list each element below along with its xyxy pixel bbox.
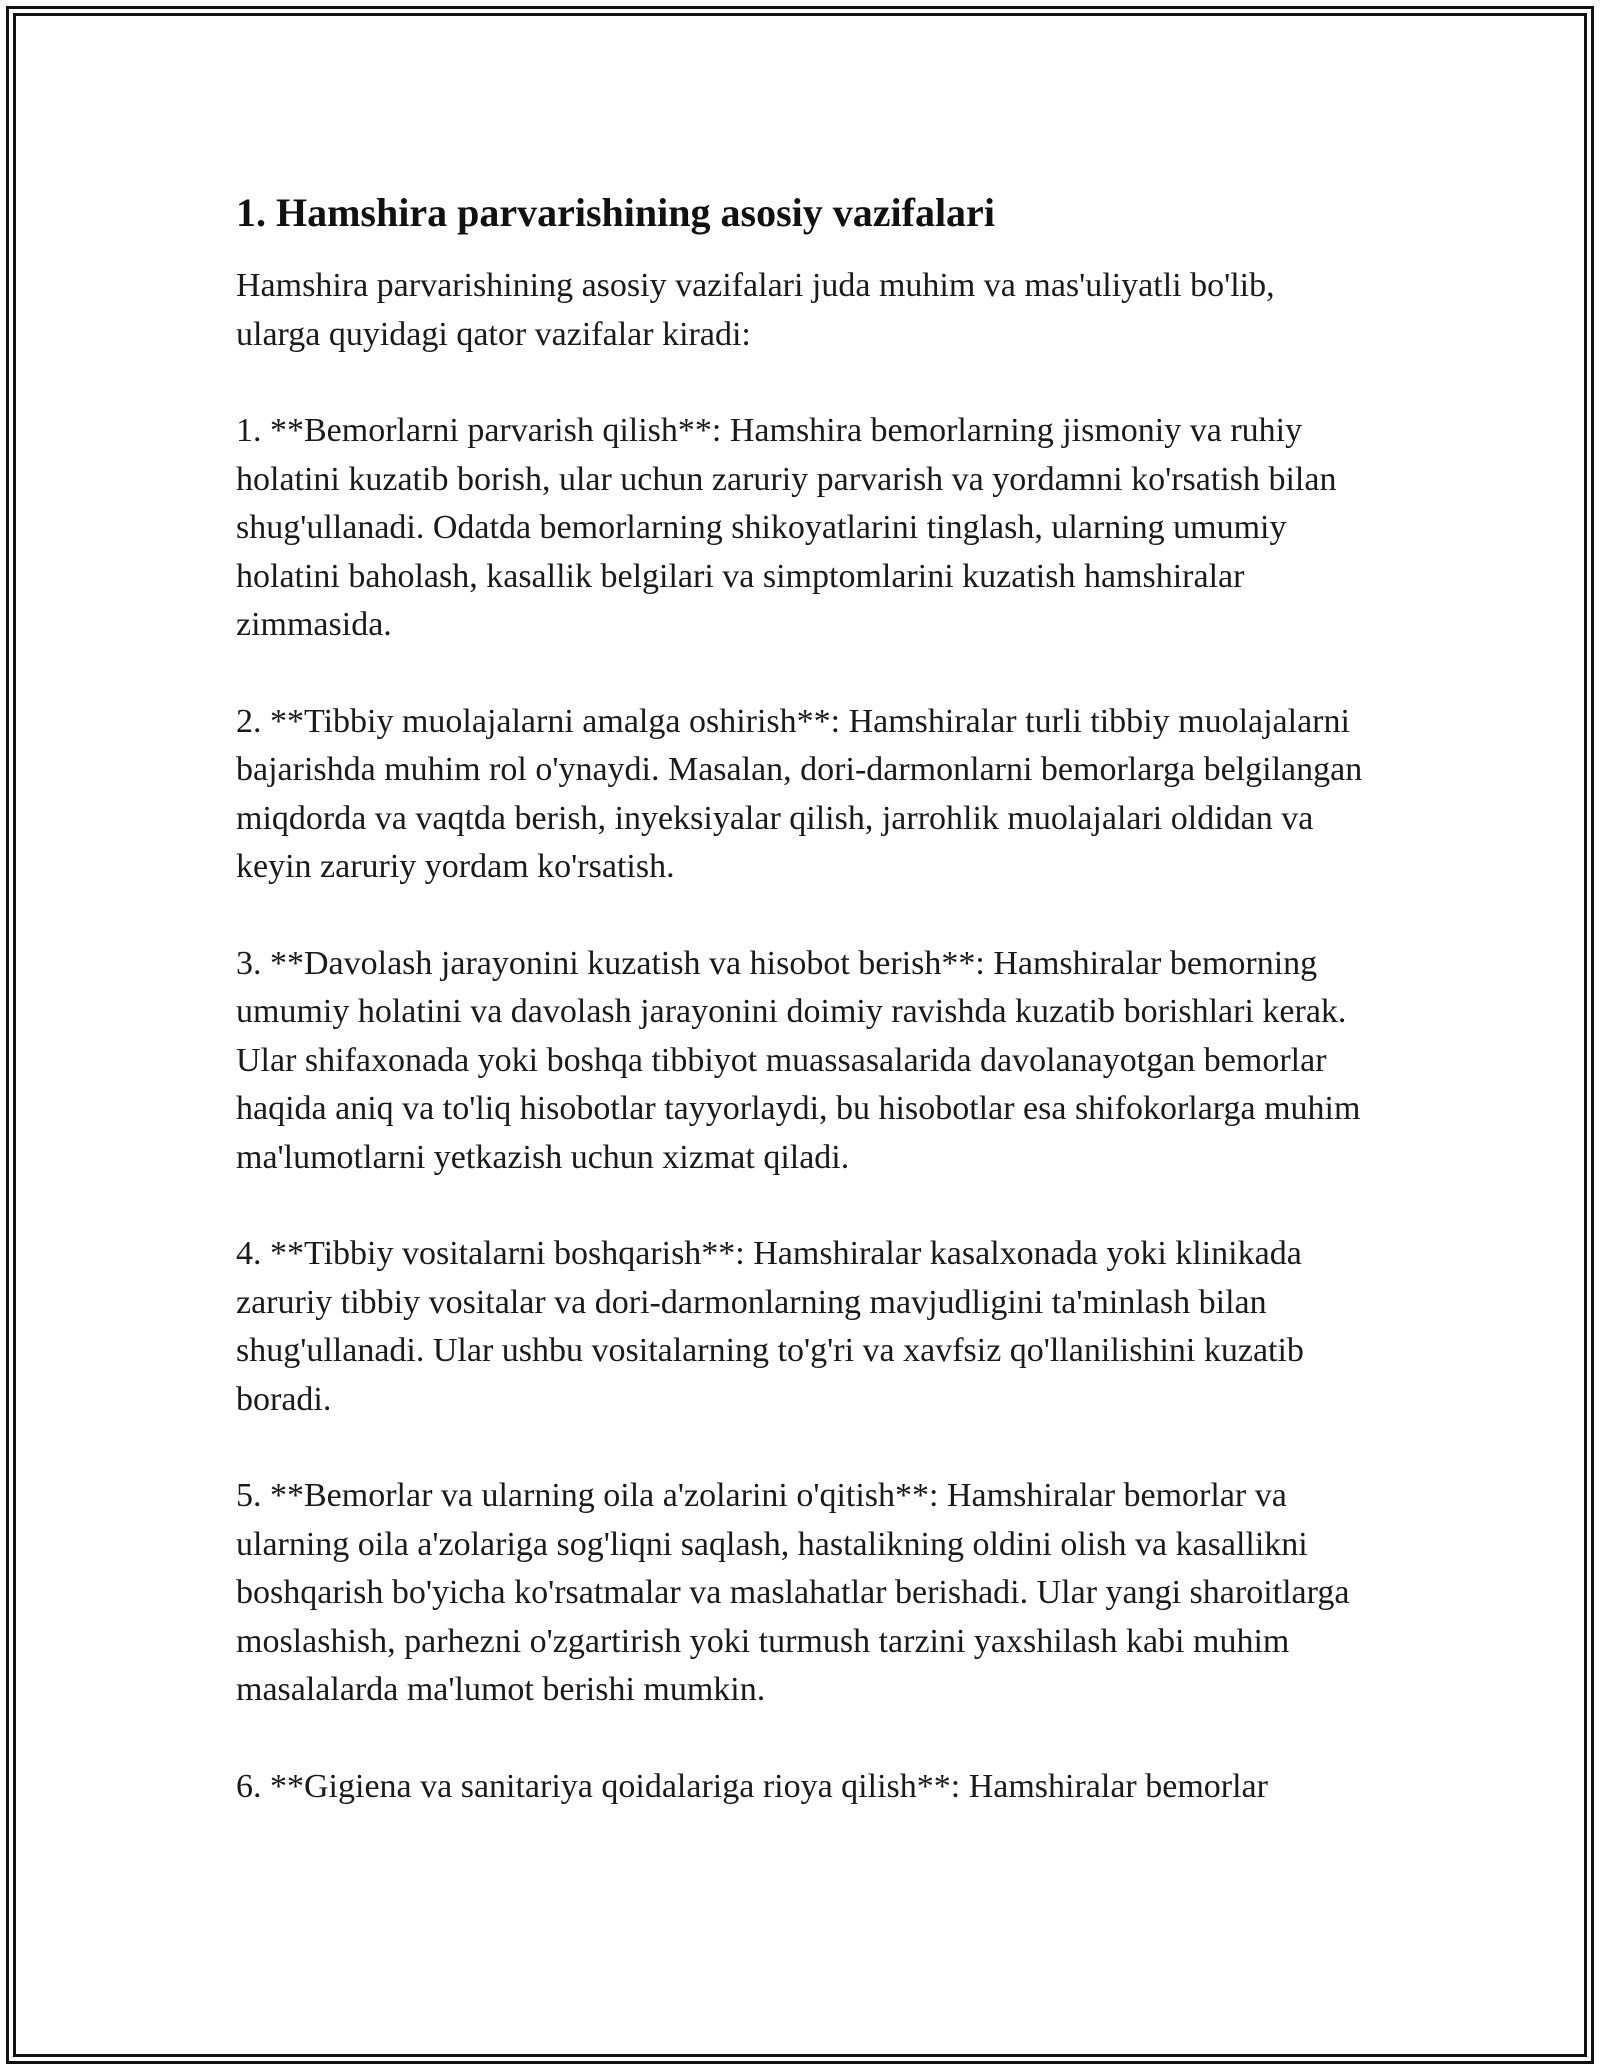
list-item-3: 3. **Davolash jarayonini kuzatish va hisobot berish**: Hamshiralar bemorning umumiy holatini va davolash jarayonini doimiy ravishda kuzatib borishlari kerak. Ular shifaxonada yoki boshqa tibbiyot muassasalarida davolanayotgan bemorlar haqida aniq va to'liq hisobotlar tayyorlaydi, bu hisobotlar esa shifokorlarga muhim ma'lumotlarni yetkazish uchun xizmat qiladi. [236, 944, 1361, 1176]
list-item-6: 6. **Gigiena va sanitariya qoidalariga rioya qilish**: Hamshiralar bemorlar [236, 1767, 1268, 1805]
list-item-4: 4. **Tibbiy vositalarni boshqarish**: Hamshiralar kasalxonada yoki klinikada zaruriy tibbiy vositalar va dori-darmonlarning mavjudligini ta'minlash bilan shug'ullanadi. Ular ushbu vositalarning to'g'ri va xavfsiz qo'llanilishini kuzatib boradi. [236, 1235, 1304, 1418]
list-item-2: 2. **Tibbiy muolajalarni amalga oshirish**: Hamshiralar turli tibbiy muolajalarni bajarishda muhim rol o'ynaydi. Masalan, dori-darmonlarni bemorlarga belgilangan miqdorda va vaqtda berish, inyeksiyalar qilish, jarrohlik muolajalari oldidan va keyin zaruriy yordam ko'rsatish. [236, 702, 1363, 885]
intro-paragraph: Hamshira parvarishining asosiy vazifalari juda muhim va mas'uliyatli bo'lib, ularga quyidagi qator vazifalar kiradi: [236, 267, 1275, 353]
list-item-5: 5. **Bemorlar va ularning oila a'zolarini o'qitish**: Hamshiralar bemorlar va ularning oila a'zolariga sog'liqni saqlash, hastalikning oldini olish va kasallikni boshqarish bo'yicha ko'rsatmalar va maslahatlar berishadi. Ular yangi sharoitlarga moslashish, parhezni o'zgartirish yoki turmush tarzini yaxshilash kabi muhim masalalarda ma'lumot berishi mumkin. [236, 1477, 1350, 1708]
document-title: 1. Hamshira parvarishining asosiy vazifalari [236, 190, 995, 235]
document-page [236, 188, 1366, 1859]
list-item-1: 1. **Bemorlarni parvarish qilish**: Hamshira bemorlarning jismoniy va ruhiy holatini kuzatib borish, ular uchun zaruriy parvarish va yordamni ko'rsatish bilan shug'ullanadi. Odatda bemorlarning shikoyatlarini tinglash, ularning umumiy holatini baholash, kasallik belgilari va simptomlarini kuzatish hamshiralar zimmasida. [236, 412, 1337, 643]
